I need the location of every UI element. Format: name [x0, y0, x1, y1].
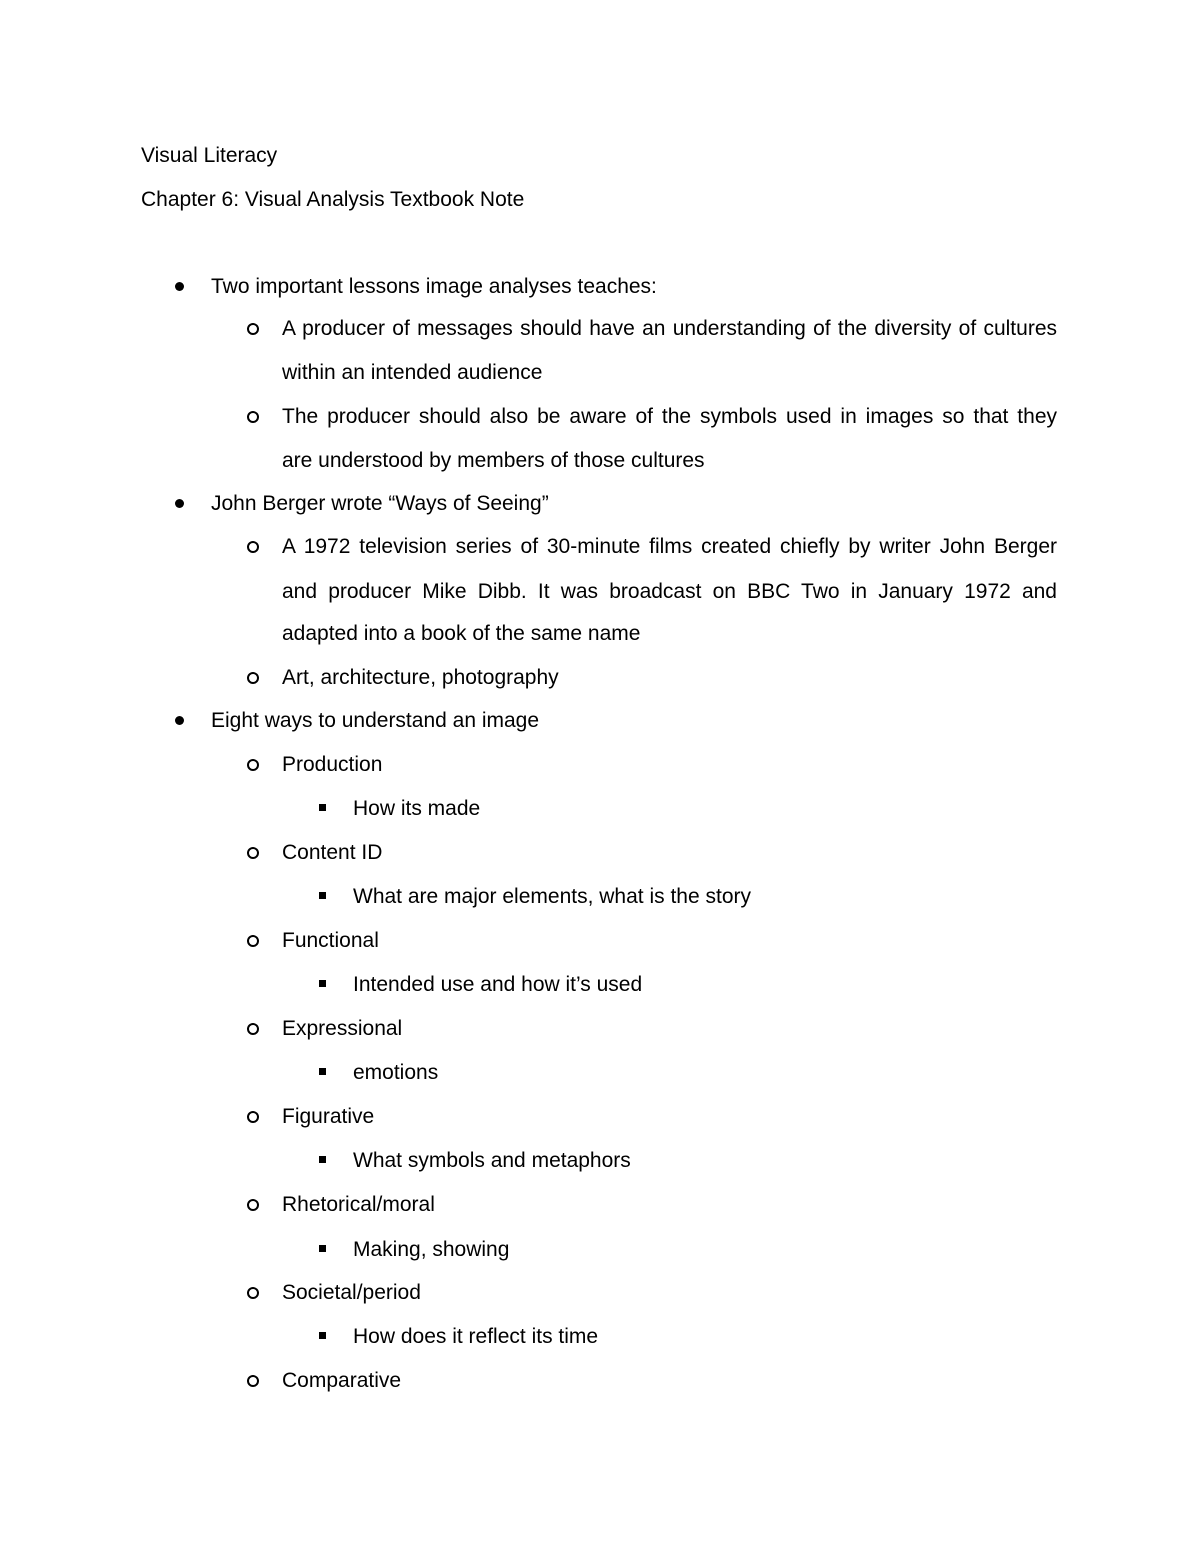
list-item-label: Production — [282, 753, 383, 776]
bullet-dot-icon — [175, 282, 184, 291]
list-item-detail: emotions — [353, 1061, 439, 1084]
bullet-circle-icon — [247, 847, 259, 859]
list-item-line: A 1972 television series of 30-minute films created chiefly by writer John Berger — [282, 535, 1057, 558]
list-item-label: Comparative — [282, 1369, 402, 1392]
list-item: Two important lessons image analyses teaches: — [211, 275, 657, 298]
bullet-square-icon — [319, 1245, 326, 1252]
list-item-detail: How its made — [353, 797, 481, 820]
bullet-circle-icon — [247, 759, 259, 771]
bullet-circle-icon — [247, 1023, 259, 1035]
bullet-square-icon — [319, 980, 326, 987]
list-item-label: Societal/period — [282, 1281, 421, 1304]
list-item-line: adapted into a book of the same name — [282, 622, 641, 645]
bullet-circle-icon — [247, 411, 259, 423]
bullet-circle-icon — [247, 1199, 259, 1211]
bullet-circle-icon — [247, 541, 259, 553]
list-item-detail: How does it reflect its time — [353, 1325, 599, 1348]
list-item-line: are understood by members of those cultures — [282, 449, 705, 472]
document-subtitle: Chapter 6: Visual Analysis Textbook Note — [141, 188, 525, 211]
list-item-label: Functional — [282, 929, 379, 952]
bullet-circle-icon — [247, 323, 259, 335]
bullet-circle-icon — [247, 935, 259, 947]
bullet-circle-icon — [247, 1287, 259, 1299]
list-item-line: Art, architecture, photography — [282, 666, 559, 689]
bullet-square-icon — [319, 892, 326, 899]
list-item-detail: What are major elements, what is the story — [353, 885, 751, 908]
bullet-square-icon — [319, 804, 326, 811]
bullet-circle-icon — [247, 1111, 259, 1123]
list-item-detail: Intended use and how it’s used — [353, 973, 643, 996]
list-item-line: and producer Mike Dibb. It was broadcast on BBC Two in January 1972 and — [282, 580, 1057, 603]
list-item-label: Expressional — [282, 1017, 403, 1040]
bullet-square-icon — [319, 1068, 326, 1075]
list-item-line: A producer of messages should have an understanding of the diversity of cultures — [282, 317, 1057, 340]
list-item-line: The producer should also be aware of the symbols used in images so that they — [282, 405, 1057, 428]
list-item: John Berger wrote “Ways of Seeing” — [211, 492, 549, 515]
list-item-label: Rhetorical/moral — [282, 1193, 435, 1216]
document-title: Visual Literacy — [141, 144, 278, 167]
list-item-detail: What symbols and metaphors — [353, 1149, 631, 1172]
bullet-dot-icon — [175, 499, 184, 508]
list-item-detail: Making, showing — [353, 1238, 510, 1261]
bullet-dot-icon — [175, 716, 184, 725]
list-item-label: Content ID — [282, 841, 383, 864]
list-item-label: Figurative — [282, 1105, 375, 1128]
bullet-circle-icon — [247, 1375, 259, 1387]
bullet-circle-icon — [247, 672, 259, 684]
bullet-square-icon — [319, 1156, 326, 1163]
bullet-square-icon — [319, 1332, 326, 1339]
list-item: Eight ways to understand an image — [211, 709, 540, 732]
list-item-line: within an intended audience — [282, 361, 543, 384]
